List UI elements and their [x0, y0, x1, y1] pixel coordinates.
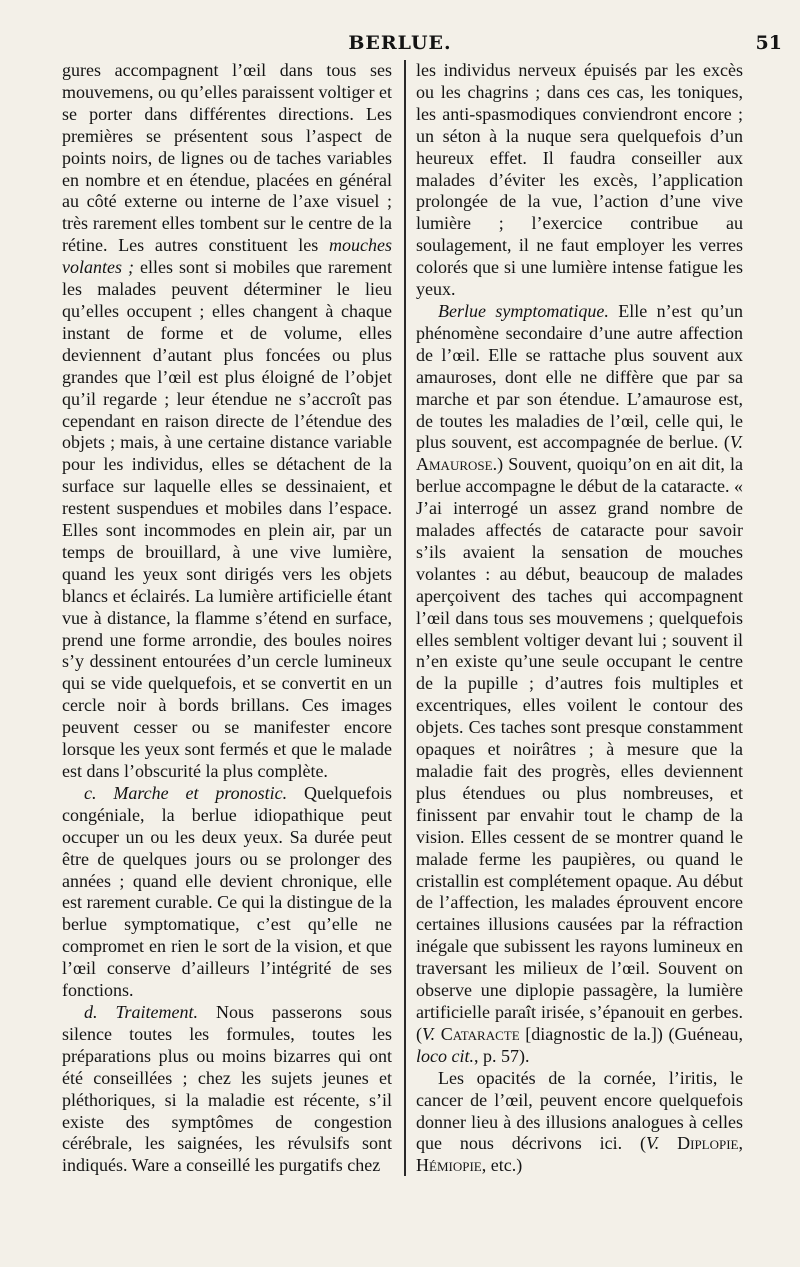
cross-reference: Cataracte: [440, 1023, 520, 1044]
cross-reference: Diplopie, Hémiopie: [416, 1133, 743, 1176]
text: elles sont si mobiles que rarement les malades peuvent déterminer le lieu qu’elles occupent ; elles changent à chaque instant de forme et de volume, elles deviennent d’autant plus foncées ou plus grandes que l’œil est plus éloigné de l’objet qu’il regarde ; leur étendue ne s’accroît pas cependant en raison directe de l’étendue des objets ; mais, à une certaine distance variable pour les individus, elles se détachent de la surface sur laquelle elles se dessinaient, et restent suspendues et mobiles dans l’espace. Elles sont incommodes en plein air, par un temps de brouillard, à une vive lumière, quand les yeux sont dirigés vers les objets blancs et éclairés. La lumière artificielle étant vue à distance, la flamme s’étend en surface, prend une forme arrondie, des boules noires s’y dessinent entourées d’un cercle lumineux qui se vide quelquefois, et se convertit en un cercle noir à bords brillans. Ces images peuvent cesser ou se manifester encore lorsque les yeux sont fermés et que le malade est dans l’obscurité la plus complète.: [62, 257, 392, 781]
paragraph-traitement: [62, 1002, 392, 1177]
text: gures accompagnent l’œil dans tous ses mouvemens, ou qu’elles paraissent voltiger et se porter dans différentes directions. Les premières se présentent sous l’aspect de points noirs, de lignes ou de taches variables en nombre et en étendue, placées en général au côté externe ou interne de l’axe visuel ; très rarement elles tombent sur le centre de la rétine. Les autres constituent les: [62, 60, 392, 256]
column-divider: [404, 60, 406, 1176]
paragraph-marche-pronostic: [62, 783, 392, 1002]
section-heading: Berlue symptomatique.: [438, 300, 609, 321]
cross-reference: Amaurose: [416, 454, 493, 475]
text: Les opacités de la cornée, l’iritis, le cancer de l’œil, peuvent encore quelquefois donner lieu à des illusions analogues à celles que nous décrivons ici. (: [416, 1067, 743, 1154]
text: , etc.): [481, 1155, 523, 1176]
page-number: 51: [755, 32, 782, 54]
running-title: BERLUE.: [348, 32, 452, 54]
right-column: [416, 60, 743, 1177]
text: .) Souvent, quoiqu’on en ait dit, la berlue accompagne le début de la cataracte. « J’ai interrogé un assez grand nombre de malades affectés de cataracte pour savoir s’ils avaient la sensation de mouches volantes : au début, beaucoup de malades aperçoivent des taches qui accompagnent l’œil dans tous ses mouvemens ; quelquefois elles semblent voltiger devant lui ; souvent il n’en existe qu’une seule occupant le centre de la pupille ; d’autres fois multiples et excentriques, elles voilent le contour des objets. Ces taches sont presque constamment opaques et noirâtres ; à mesure que la maladie fait des progrès, elles deviennent plus étendues ou plus nombreuses, et finissent par envahir tout le champ de la vision. Elles cessent de se montrer quand le malade ferme les paupières, ou quand le cristallin est complétement opaque. Au début de l’affection, les malades éprouvent encore certaines illusions causées par la réfraction inégale que subissent les rayons lumineux en traversant les milieux de l’œil. Souvent on observe une diplopie passagère, la lumière artificielle paraît irisée, s’épanouit en gerbes. (: [416, 454, 743, 1044]
italic-term: mouches volantes ;: [62, 235, 392, 278]
page-header: [0, 24, 800, 54]
paragraph-opacites: [416, 1068, 743, 1178]
text: Quelquefois congéniale, la berlue idiopathique peut occuper un ou les deux yeux. Sa durée peut être de quelques jours ou se prolonger des années ; quand elle devient chronique, elle est rarement curable. Ce qui la distingue de la berlue symptomatique, c’est qu’elle ne compromet en rien le sort de la vision, et que l’œil conserve d’ailleurs l’intégrité de ses fonctions.: [62, 782, 392, 1001]
paragraph-berlue-symptomatique: [416, 301, 743, 1068]
text: Nous passerons sous silence toutes les formules, toutes les préparations plus ou moins bizarres qui ont été conseillées ; chez les sujets jeunes et pléthoriques, si la maladie est récente, s’il existe des symptômes de congestion cérébrale, les saignées, les révulsifs sont indiqués. Ware a conseillé les purgatifs chez: [62, 1001, 392, 1176]
section-heading: c. Marche et pronostic.: [84, 782, 288, 803]
text: les individus nerveux épuisés par les excès ou les chagrins ; dans ces cas, les toniques, les anti-spasmodiques conviendront encore ; un séton à la nuque sera quelquefois d’un heureux effet. Il faudra conseiller aux malades d’éviter les excès, l’application prolongée de la vue, l’action d’une vive lumière ; l’exercice contribue au soulagement, il ne faut employer les verres colorés que si une lumière intense fatigue les yeux.: [416, 60, 743, 300]
citation-italic: loco cit.: [416, 1045, 474, 1066]
ref-marker: V.: [422, 1023, 436, 1044]
paragraph-symptoms-continued: [62, 60, 392, 783]
ref-marker: V.: [646, 1133, 660, 1154]
section-heading: d. Traitement.: [84, 1001, 198, 1022]
text: , p. 57).: [473, 1045, 530, 1066]
text: [diagnostic de la.]) (Guéneau,: [519, 1023, 743, 1044]
paragraph-treatment-continued: [416, 60, 743, 301]
ref-marker: V.: [729, 432, 743, 453]
text: Elle n’est qu’un phénomène secondaire d’une autre affection de l’œil. Elle se rattache plus souvent aux amauroses, dont elle ne diffère que par sa marche et par son étendue. L’amaurose est, de toutes les maladies de l’œil, celle qui, le plus souvent, est accompagnée de berlue. (: [416, 300, 743, 453]
left-column: [62, 60, 392, 1177]
